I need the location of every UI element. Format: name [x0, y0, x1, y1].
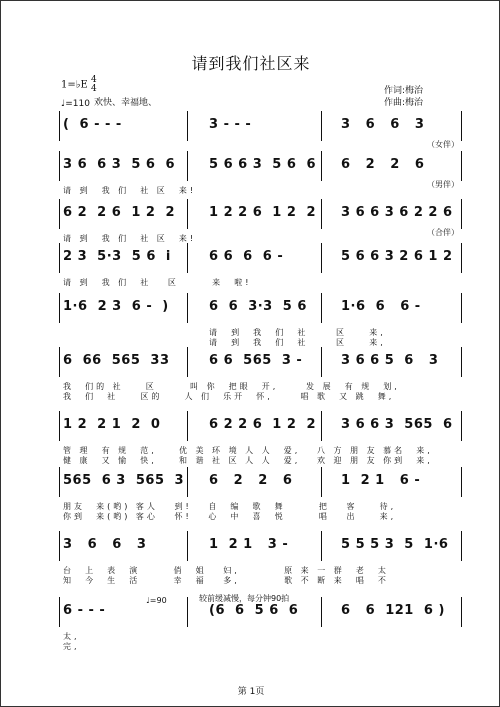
voice-marker: （男伴）	[427, 180, 459, 189]
barline	[321, 531, 322, 561]
composer-credit: 作曲:梅治	[384, 98, 424, 108]
barline	[187, 347, 188, 377]
score-system	[59, 531, 461, 585]
measure-notes: 6 2 2 6 1 2 2	[63, 205, 176, 220]
coda-note: 较前缓减慢，每分钟90拍	[199, 594, 290, 603]
score-system	[59, 111, 461, 149]
measure-notes: 6 66 565 33	[63, 353, 170, 368]
lyric-line: 太,	[63, 632, 80, 641]
measure-notes: 6 - - -	[63, 603, 106, 618]
barline	[59, 347, 60, 377]
measure-notes: 6 6 121 6 )	[341, 603, 445, 618]
lyric-line: 请 到 我 们 社 区 来,	[209, 338, 386, 347]
measure-notes: 1 2 2 6 1 2 2	[209, 205, 317, 220]
measure-notes: 565 6 3 565 3	[63, 473, 185, 488]
barline	[187, 243, 188, 273]
lyric-line: 管 理 有 规 范, 优 美 环 境 人 人 爱, 八 方 朋 友 慕名 来,	[63, 446, 433, 455]
barline	[187, 199, 188, 229]
voice-marker: （合伴）	[427, 228, 459, 237]
barline	[321, 347, 322, 377]
measure-notes: 5 6 6 3 5 6 6	[209, 157, 317, 172]
barline	[187, 151, 188, 181]
lyricist-credit: 作词:梅治	[384, 86, 424, 96]
barline	[461, 243, 462, 273]
voice-marker: （女伴）	[427, 140, 459, 149]
measure-notes: 1 2 2 1 2 0	[63, 417, 161, 432]
lyric-line: 健 康 又 愉 快, 和 谐 社 区 人 人 爱, 欢 迎 朋 友 你到 来,	[63, 456, 433, 465]
barline	[59, 293, 60, 323]
page-number: 第 1页	[237, 687, 265, 697]
time-bottom: 4	[90, 84, 97, 94]
barline	[59, 111, 60, 141]
measure-notes: 1 2 1 3 -	[209, 537, 289, 552]
barline	[59, 467, 60, 497]
barline	[461, 467, 462, 497]
barline	[187, 597, 188, 627]
barline	[321, 243, 322, 273]
barline	[461, 347, 462, 377]
measure-notes: 6 6 3·3 5 6	[209, 299, 307, 314]
key-note: E	[80, 79, 88, 91]
score-system	[59, 411, 461, 465]
barline	[461, 199, 462, 229]
barline	[187, 411, 188, 441]
measure-notes: 2 3 5·3 5 6 i	[63, 249, 171, 264]
measure-notes: 5 5 5 3 5 1·6	[341, 537, 449, 552]
flat-sign: ♭	[75, 79, 81, 91]
time-signature	[91, 76, 97, 94]
barline	[59, 597, 60, 627]
lyric-line: 你到 来(哟) 客心 怀! 心 中 喜 悦 唱 出 来,	[63, 512, 397, 521]
barline	[461, 597, 462, 627]
lyric-line: 请 到 我 们 社 区 来,	[209, 328, 386, 337]
measure-notes: 3 6 6 3 5 6 6	[63, 157, 176, 172]
measure-notes: (6 6 5 6 6	[209, 603, 299, 618]
lyric-line: 请 到 我 们 社 区 来!	[63, 234, 197, 243]
barline	[59, 411, 60, 441]
key-label: 1=	[61, 79, 76, 91]
barline	[321, 111, 322, 141]
lyric-line: 请 到 我 们 社 区 来 啦!	[63, 278, 252, 287]
score-system	[59, 199, 461, 243]
barline	[461, 531, 462, 561]
barline	[461, 411, 462, 441]
lyric-line: 知 今 生 活 幸 福 多, 歌 不 断 来 唱 不	[63, 576, 389, 585]
measure-notes: ( 6 - - -	[63, 117, 122, 132]
barline	[461, 111, 462, 141]
barline	[187, 531, 188, 561]
measure-notes: 6 6 6 6 -	[209, 249, 284, 264]
barline	[187, 293, 188, 323]
barline	[187, 111, 188, 141]
measure-notes: 3 6 6 3	[63, 537, 147, 552]
barline	[321, 597, 322, 627]
measure-notes: 1 2 1 6 -	[341, 473, 421, 488]
page-title: 请到我们社区来	[191, 54, 311, 73]
lyric-line: 我 们的 社 区 叫 你 把眼 开, 发 展 有 规 划,	[63, 382, 400, 391]
score-system	[59, 467, 461, 521]
barline	[59, 151, 60, 181]
tempo-mark: ♩=110	[61, 99, 90, 109]
measure-notes: 6 2 2 6 1 2 2	[209, 417, 317, 432]
score-system	[59, 293, 461, 347]
score-system	[59, 151, 461, 195]
barline	[461, 293, 462, 323]
measure-notes: 1·6 2 3 6 - )	[63, 299, 169, 314]
measure-notes: 6 2 2 6	[341, 157, 425, 172]
lyric-line: 请 到 我 们 社 区 来!	[63, 186, 197, 195]
measure-notes: 3 6 6 5 6 3	[341, 353, 439, 368]
score-system	[59, 243, 461, 287]
barline	[59, 199, 60, 229]
score-system	[59, 347, 461, 401]
measure-notes: 3 6 6 3 565 6	[341, 417, 453, 432]
barline	[321, 293, 322, 323]
barline	[321, 199, 322, 229]
barline	[321, 411, 322, 441]
lyric-line: 台 上 表 演 俏 姐 妇, 原 来 一 群 老 太	[63, 566, 389, 575]
barline	[187, 467, 188, 497]
measure-notes: 1·6 6 6 -	[341, 299, 421, 314]
lyric-line: 完,	[63, 642, 80, 651]
measure-notes: 6 2 2 6	[209, 473, 293, 488]
barline	[461, 151, 462, 181]
barline	[321, 151, 322, 181]
time-top: 4	[90, 75, 97, 85]
lyric-line: 朋友 来(哟) 客人 到! 自 编 歌 舞 把 客 待,	[63, 502, 397, 511]
barline	[321, 467, 322, 497]
measure-notes: 5 6 6 3 2 6 1 2	[341, 249, 453, 264]
key-signature	[61, 76, 97, 94]
barline	[59, 531, 60, 561]
measure-notes: 3 6 6 3	[341, 117, 425, 132]
barline	[59, 243, 60, 273]
expression-mark: 欢快、幸福地、	[94, 98, 158, 108]
measure-notes: 6 6 565 3 -	[209, 353, 303, 368]
measure-notes: 3 - - -	[209, 117, 252, 132]
coda-tempo: ♩=90	[146, 596, 167, 605]
measure-notes: 3 6 6 3 6 2 2 6	[341, 205, 453, 220]
lyric-line: 我 们 社 区的 人 们 乐开 怀, 唱 歌 又 跳 舞,	[63, 392, 395, 401]
